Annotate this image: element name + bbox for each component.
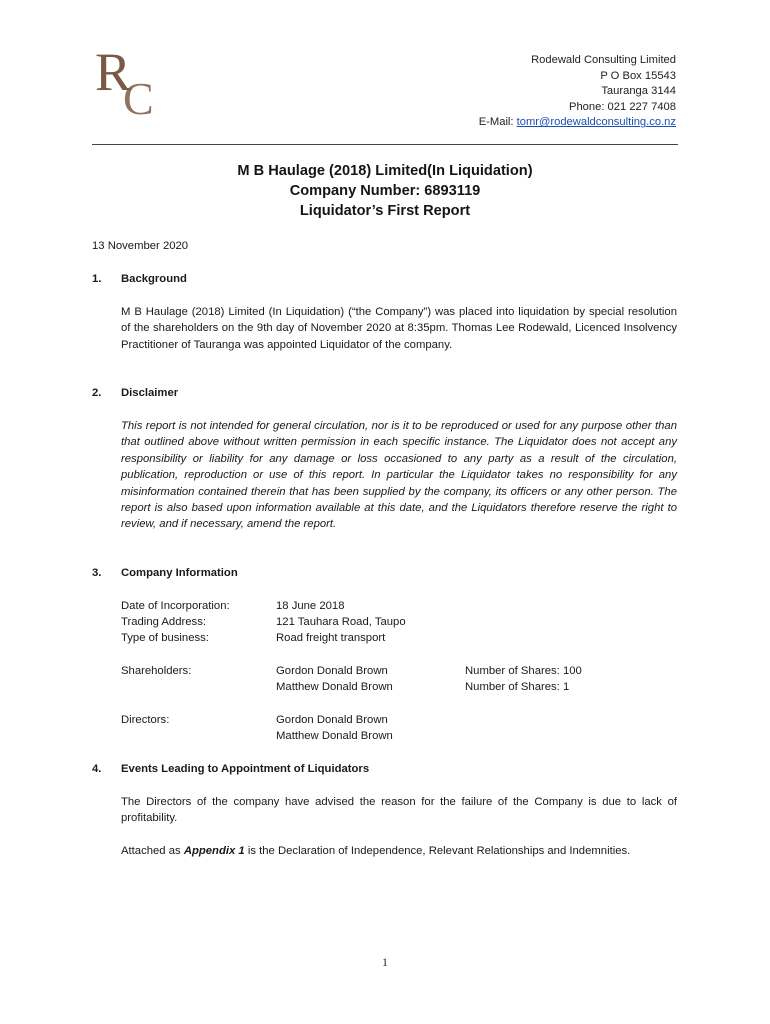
shareholder-1-shares: Number of Shares: 100 [465,665,582,677]
shareholders-label: Shareholders: [121,665,192,677]
section-4-body-1: The Directors of the company have advised the reason for the failure of the Company is due to lack of profitability. [121,796,677,825]
incorporation-label: Date of Incorporation: [121,600,230,612]
address-city: Tauranga 3144 [601,85,676,98]
section-4-body-2 [121,843,677,859]
section-1-body: M B Haulage (2018) Limited (In Liquidation) (“the Company”) was placed into liquidation by special resolution of the shareholders on the 9th day of November 2020 at 8:35pm. Thomas Lee Rodewald, Licenced Insolvency Practitioner of Tauranga was appointed Liquidator of the company. [121,306,677,351]
director-1: Gordon Donald Brown [276,714,388,726]
report-title [0,161,770,221]
business-type-label: Type of business: [121,632,209,644]
svg-text:C: C [123,73,154,120]
section-3-heading: Company Information [121,567,238,579]
director-2: Matthew Donald Brown [276,730,393,742]
appendix-post: is the Declaration of Independence, Relevant Relationships and Indemnities. [244,845,631,857]
title-line-1: M B Haulage (2018) Limited(In Liquidation) [237,163,533,179]
shareholder-2-shares: Number of Shares: 1 [465,681,570,693]
section-2-body: This report is not intended for general circulation, nor is it to be reproduced or used for any purpose other than that outlined above without written permission in each specific instance. The Liquidator does not accept any responsibility or liability for any damage or loss occasioned to any party as a result of the circulation, publication, reproduction or use of this report. In particular the Liquidator takes no responsibility for any misinformation contained therein that has been supplied by the company, its officers or any other person. The report is also based upon information available at this date, and the Liquidators therefore reserve the right to review, and if necessary, amend the report. [121,420,677,531]
address-company: Rodewald Consulting Limited [531,54,676,66]
section-1-heading: Background [121,273,187,285]
section-2-number: 2. [92,387,102,399]
report-date: 13 November 2020 [92,240,189,252]
appendix-pre: Attached as [121,845,184,857]
business-type-value: Road freight transport [276,632,386,644]
section-2-heading: Disclaimer [121,387,179,399]
title-line-2: Company Number: 6893119 [289,183,481,199]
directors-label: Directors: [121,714,170,726]
section-4-number: 4. [92,763,102,775]
header-divider [92,144,678,145]
company-logo [93,44,173,120]
address-block [479,53,676,131]
svg-text:R: R [95,44,132,102]
email-link[interactable]: tomr@rodewaldconsulting.co.nz [516,116,676,129]
address-phone: Phone: 021 227 7408 [568,100,676,113]
trading-address-label: Trading Address: [121,616,206,628]
section-3-number: 3. [92,567,102,579]
address-email-line [479,115,676,131]
appendix-reference: Appendix 1 [183,845,245,857]
trading-address-value: 121 Tauhara Road, Taupo [276,616,406,628]
incorporation-value: 18 June 2018 [276,600,345,612]
title-line-3: Liquidator’s First Report [299,203,471,219]
page-number: 1 [382,955,388,969]
shareholder-1: Gordon Donald Brown [276,665,388,677]
section-4-heading: Events Leading to Appointment of Liquidators [121,763,370,775]
shareholder-2: Matthew Donald Brown [276,681,393,693]
section-1-number: 1. [92,273,102,285]
email-label: E-Mail: [478,116,517,129]
address-po-box: P O Box 15543 [600,69,676,82]
